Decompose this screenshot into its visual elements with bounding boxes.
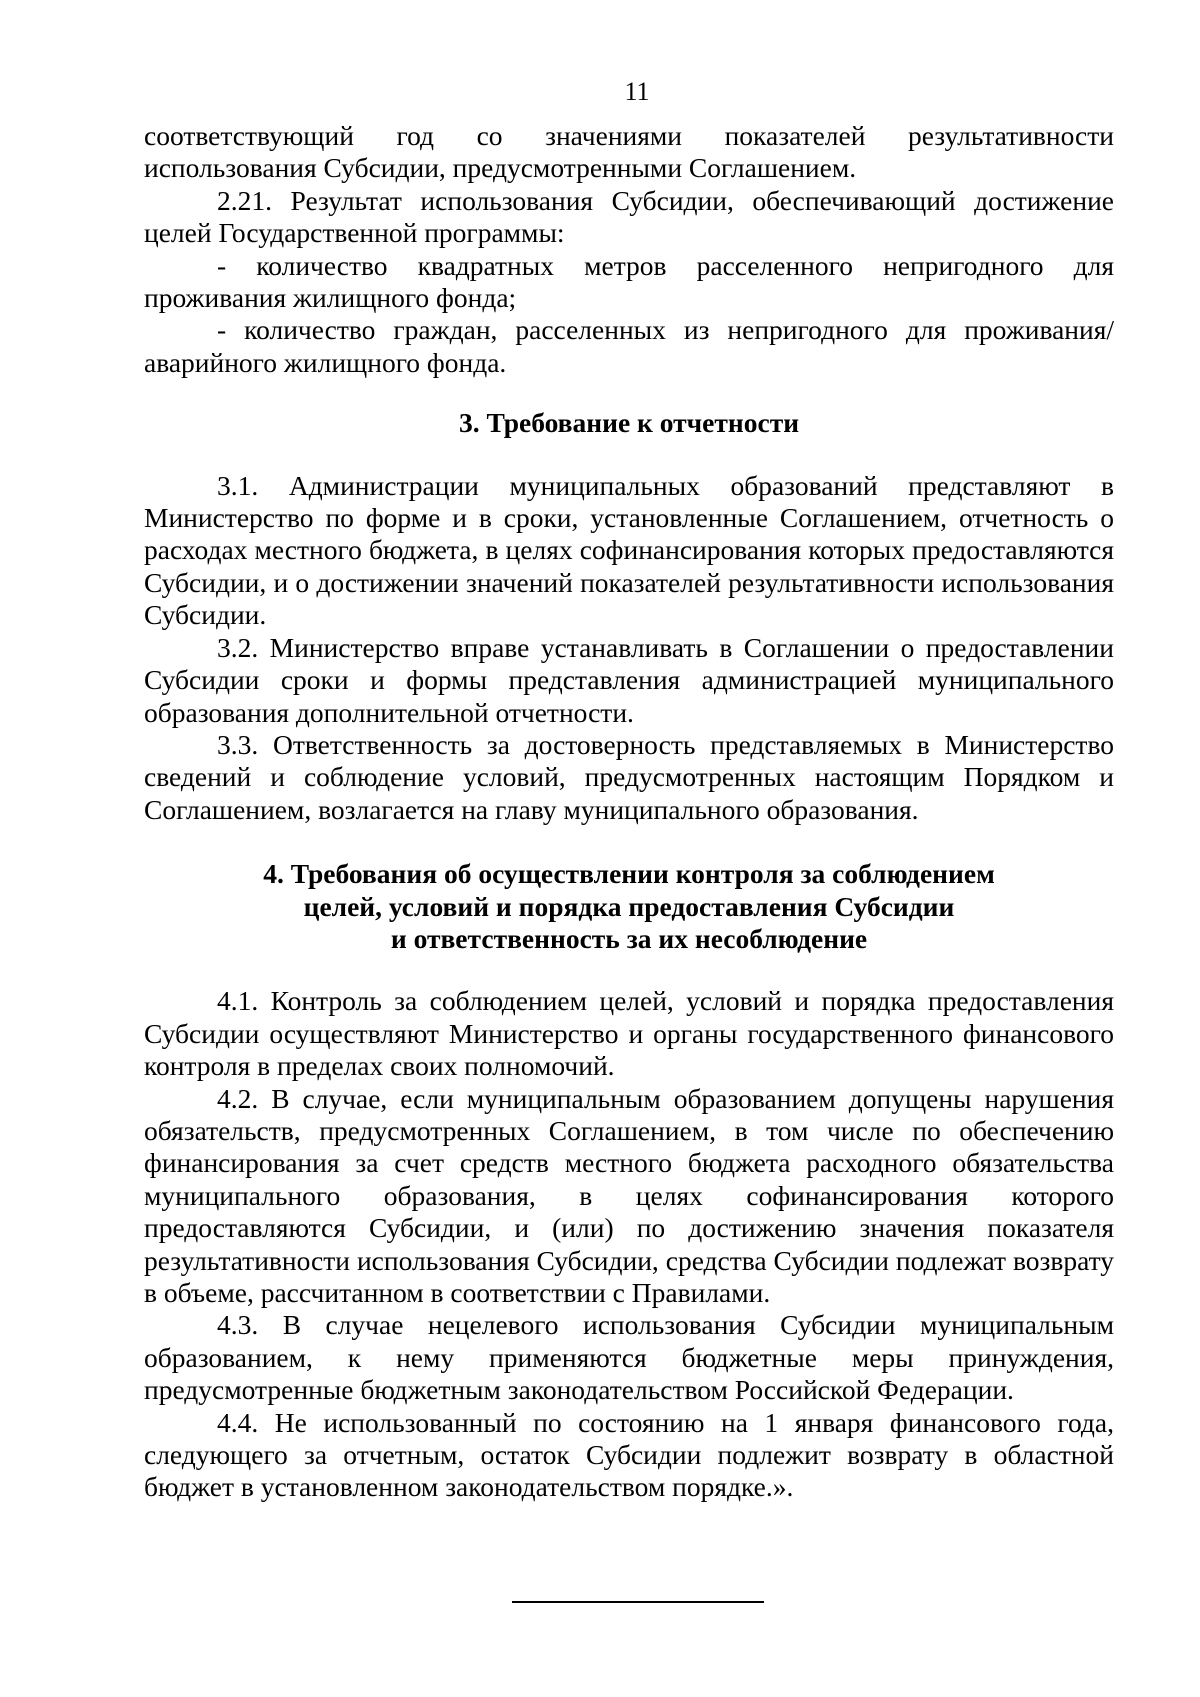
intro-paragraph-1: соответствующий год со значениями показателей результативности использования Субсидии, предусмотренными Соглашением. xyxy=(144,120,1114,184)
section-4-heading-line-3: и ответственность за их несоблюдение xyxy=(390,922,868,954)
section-4-paragraph-1: 4.1. Контроль за соблюдением целей, условий и порядка предоставления Субсидии осуществляют Министерство и органы государственного финансового контроля в пределах своих полномочий. xyxy=(144,985,1114,1082)
section-3-heading: 3. Требование к отчетности xyxy=(458,407,800,439)
end-divider-line xyxy=(512,1601,764,1603)
section-4-heading xyxy=(144,858,1114,955)
intro-list-item-2: - количество граждан, расселенных из непригодного для проживания/аварийного жилищного фонда. xyxy=(144,314,1114,378)
section-4-heading-line-1: 4. Требования об осуществлении контроля за соблюдением xyxy=(263,858,995,890)
section-3-paragraph-2: 3.2. Министерство вправе устанавливать в Соглашении о предоставлении Субсидии сроки и формы представления администрацией муниципального образования дополнительной отчетности. xyxy=(144,631,1114,728)
section-3-paragraph-1: 3.1. Администрации муниципальных образований представляют в Министерство по форме и в сроки, установленные Соглашением, отчетность о расходах местного бюджета, в целях софинансирования которых предоставляются Субсидии, и о достижении значений показателей результативности использования Субсидии. xyxy=(144,469,1114,631)
section-4-paragraph-4: 4.4. Не использованный по состоянию на 1 января финансового года, следующего за отчетным, остаток Субсидии подлежит возврату в областной бюджет в установленном законодательством порядке.». xyxy=(144,1406,1114,1503)
section-4-paragraph-2: 4.2. В случае, если муниципальным образованием допущены нарушения обязательств, предусмотренных Соглашением, в том числе по обеспечению финансирования за счет средств местного бюджета расходного обязательства муниципального образования, в целях софинансирования которого предоставляются Субсидии, и (или) по достижению значения показателя результативности использования Субсидии, средства Субсидии подлежат возврату в объеме, рассчитанном в соответствии с Правилами. xyxy=(144,1082,1114,1308)
section-4-heading-line-2: целей, условий и порядка предоставления Субсидии xyxy=(303,890,955,922)
page-number: 11 xyxy=(624,77,650,106)
section-4-paragraph-3: 4.3. В случае нецелевого использования Субсидии муниципальным образованием, к нему применяются бюджетные меры принуждения, предусмотренные бюджетным законодательством Российской Федерации. xyxy=(144,1309,1114,1406)
intro-list-item-1: - количество квадратных метров расселенного непригодного для проживания жилищного фонда; xyxy=(144,249,1114,314)
intro-paragraph-2: 2.21. Результат использования Субсидии, обеспечивающий достижение целей Государственной программы: xyxy=(144,184,1114,249)
section-3-paragraph-3: 3.3. Ответственность за достоверность представляемых в Министерство сведений и соблюдение условий, предусмотренных настоящим Порядком и Соглашением, возлагается на главу муниципального образования. xyxy=(144,728,1114,825)
